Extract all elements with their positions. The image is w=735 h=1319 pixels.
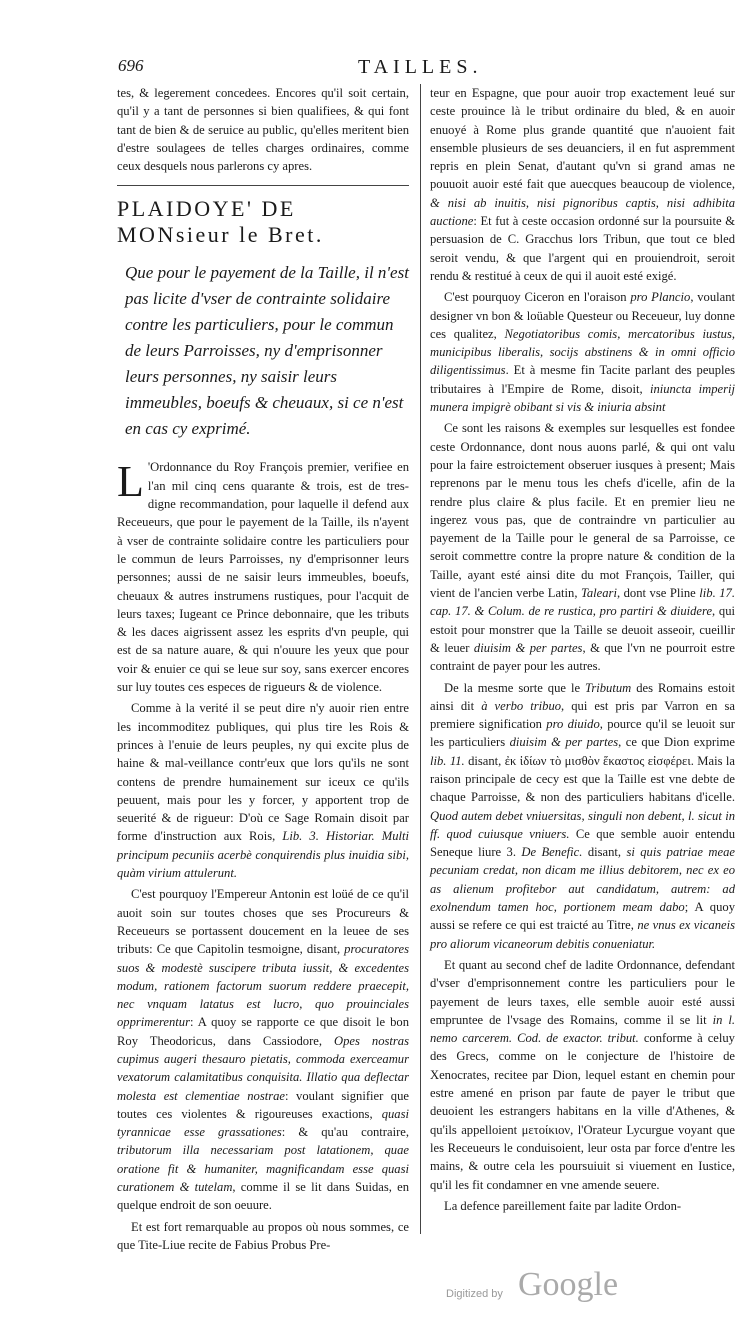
digitized-by-label: Digitized by (446, 1288, 503, 1300)
running-title: TAILLES. (358, 56, 483, 78)
section-heading: PLAIDOYE' DE MONsieur le Bret. (117, 196, 324, 248)
left-column (117, 84, 409, 1257)
google-logo: Google (518, 1266, 619, 1303)
paragraph: C'est pourquoy l'Empereur Antonin est loüé de ce qu'il auoit soin sur toutes choses que ses Procureurs & Receueurs se portassent doucement en la leuee de ses tributs: Ce que Capitolin tesmoigne, disant, procuratores suos & modestè suscipere tributa iussit, & excedentes modum, rationem factorum suorum reddere praecepit, nec vnquam latatus est lucro, quo prouinciales opprimerentur: A quoy se rapporte ce que disoit le bon Roy Theodoricus, dans Cassiodore, Opes nostras cupimus augeri thesauro pietatis, commoda exerceamur vexatorum calamitatibus conquisita. Illatio qua deflectar molesta est clementiae nostrae: voulant signifier que toutes ces violentes & rigoureuses exactions, quasi tyrannicae esse grassationes: & qu'au contraire, tributorum illa necessariam post latationem, quae oratione fit & humaniter, magnificandam esse quasi curationem & tutelam, comme il se lit dans Suidas, en quelque endroit de son oeuure. (117, 887, 410, 1213)
digitized-watermark (430, 1266, 690, 1314)
paragraph: L 'Ordonnance du Roy François premier, verifiee en l'an mil cinq cens quarante & trois, est de tres-digne recommandation, pour laquelle il defend aux Receueurs, que pour le payement de la Taille, ils n'ayent à vser de contrainte solidaire contre les particuliers pour le commun de leurs Parroisses, ny d'emprisonner leurs personnes; aussi de ne saisir leurs immeubles, boeufs, cheuaux & autres instrumens rustiques, pour l'acquit de leurs taxes; Iugeant ce Prince debonnaire, que les tributs & les daces aigrissent assez les esprits d'vn peuple, qui est de sa nature auare, & qui n'ouure les yeux que pour voir & enuier ce qui se leue sur soy, sans exercer encores sur luy toutes ces especes de rigueurs & de violence. (117, 457, 409, 695)
section-rule (117, 185, 409, 186)
page-number: 696 (118, 56, 144, 75)
page-header (118, 56, 698, 82)
latin-quote: Lib. 3. Historiar. Multi principum pecuniis acerbè conquirendis plus inuidia sibi, quàm virium attulerunt. (117, 829, 409, 881)
paragraph: Comme à la verité il se peut dire n'y auoir rien entre les incommoditez publiques, qui plus tire les Rois & princes à l'enuie de leurs peuples, ny qui excite plus de haine & mal-veillance contr'eux que lors qu'ils ne sont contens de prendre humainement sur iceux ce qu'ils peuuent, mais pour les y forcer, y apportent trop de seuerité & de rigueur: D'où ce Sage Romain disoit par forme d'instruction aux Rois, Lib. 3. Historiar. Multi principum pecuniis acerbè conquirendis plus inuidia sibi, quàm virium attulerunt. (117, 701, 409, 881)
paragraph: De la mesme sorte que le Tributum des Romains estoit ainsi dit à verbo tribuo, qui est pris par Varron en sa premiere signification pro diuido, pource qu'il se leuoit sur les particuliers diuisim & per partes, ce que Dion exprime lib. 11. disant, ἐκ ἰδίων τὸ μισθὸν ἕκαστος εἰσφέρει. Mais la raison principale de cecy est que la Taille est vne debte de chaque Parroisse, & non des particuliers habitans d'icelle. Quod autem debet vniuersitas, singuli non debent, l. sicut in ff. quod cuiusque vniuers. Ce que semble auoir entendu Seneque liure 3. De Benefic. disant, si quis patriae meae pecuniam credat, non dicam me illius debitorem, nec ex eo as alienum profitebor aut candidatum, autrem: ad exolnendum tamen hoc, portionem meam dabo; A quoy aussi se refere ce qui est traicté au Titre, ne vnus ex vicaneis pro aliorum vicaneorum debitis conueniatur. (430, 680, 735, 951)
paragraph: tes, & legerement concedees. Encores qu'il soit certain, qu'il y a tant de personnes si bien qualifiees, & qui font tant de bien & de seruice au public, qu'elles meritent bien d'estre soulagees de telles charges ordinaires, comme ceux desquels nous parlerons cy apres. (117, 86, 409, 174)
paragraph: Et est fort remarquable au propos où nous sommes, ce que Tite-Liue recite de Fabius Probus Pre- (117, 1219, 409, 1252)
paragraph: C'est pourquoy Ciceron en l'oraison pro Plancio, voulant designer vn bon & loüable Questeur ou Receueur, luy donne ces qualitez, Negotiatoribus comis, mercatoribus iustus, municipibus liberalis, socijs abstinens & in omni officio diligentissimus. Et à mesme fin Tacite parlant des peuples tributaires à l'Empire de Rome, disoit, iniuncta imperij munera impigrè obibant si vis & iniuria absint (430, 290, 735, 415)
greek-quote: ἐκ ἰδίων τὸ μισθὸν ἕκαστος εἰσφέρει. (504, 753, 694, 768)
section-summary: Que pour le payement de la Taille, il n'est pas licite d'vser de contrainte solidaire contre les particuliers, pour le commun de leurs Parroisses, ny d'emprisonner leurs personnes, ny saisir leurs immeubles, boeufs & cheuaux, si ce n'est en cas cy exprimé. (125, 263, 409, 439)
drop-cap: L (117, 457, 144, 507)
paragraph: Et quant au second chef de ladite Ordonnance, defendant d'vser d'emprisonnement contre les particuliers pour le payement de leurs taxes, elle semble auoir esté aussi empruntee de l'vsage des Romains, comme il se lit in l. nemo carcerem. Cod. de exactor. tribut. conforme à celuy des Grecs, comme on le conjecture de l'histoire de Xenocrates, recitee par Dion, lequel estant en chemin pour estre amené en prison par faute de payer le tribut que deuoient les estrangers habitans en la ville d'Athenes, & qu'ils appelloient μετοίκιον, l'Orateur Lycurgue voyant que les Receueurs le conduisoient, leur osta par force d'entre les mains, & outre cela les poursuiuit si viuement en Iustice, qu'il les fit condamner en vne amende seuere. (430, 957, 735, 1192)
paragraph: Ce sont les raisons & exemples sur lesquelles est fondee ceste Ordonnance, dont nous auons parlé, & qui ont valu pour la faire estroictement obseruer iusques à present; Mais reprenons par le menu tous les chefs d'icelle, afin de la rendre plus claire & plus facile. Et en premier lieu ne ingerez vous pas, que de contraindre vn particulier au payement de la Taille pour le general de sa Parroisse, ce seroit commettre contre la propre nature & condition de la Taille, ayant esté ainsi dite du mot François, Tailler, qui vient de l'ancien verbe Latin, Taleari, dont vse Pline lib. 17. cap. 17. & Colum. de re rustica, pro partiri & diuidere, qui estoit pour monstrer que la Taille se deuoit asseoir, cueillir & leuer diuisim & per partes, & que l'vn ne pourroit estre contraint de payer pour les autres. (430, 421, 735, 674)
column-divider (420, 84, 421, 1234)
right-column (430, 84, 735, 1218)
paragraph: La defence pareillement faite par ladite Ordon- (444, 1198, 682, 1213)
paragraph: teur en Espagne, que pour auoir trop exactement leué sur ceste prouince là le tribut ordinaire du bled, & en auoir enuoyé à Rome plus grande quantité que n'auoient fait ensemble plusieurs de ses deuanciers, il en fut aspremment repris en plein Senat, d'autant qu'vn si grand amas ne pouuoit auoir esté fait que auecques beaucoup de violence, & nisi ab inuitis, nisi pignoribus captis, nisi adhibita auctione: Et fut à ceste occasion ordonné sur la poursuite & persuasion de C. Gracchus lors Tribun, que tout ce bled seroit vendu, & que l'argent qui en prouiendroit, seroit rendu & restitué à ceux de qui il auoit esté exigé. (430, 86, 735, 283)
greek-word: μετοίκιον (521, 1122, 571, 1137)
